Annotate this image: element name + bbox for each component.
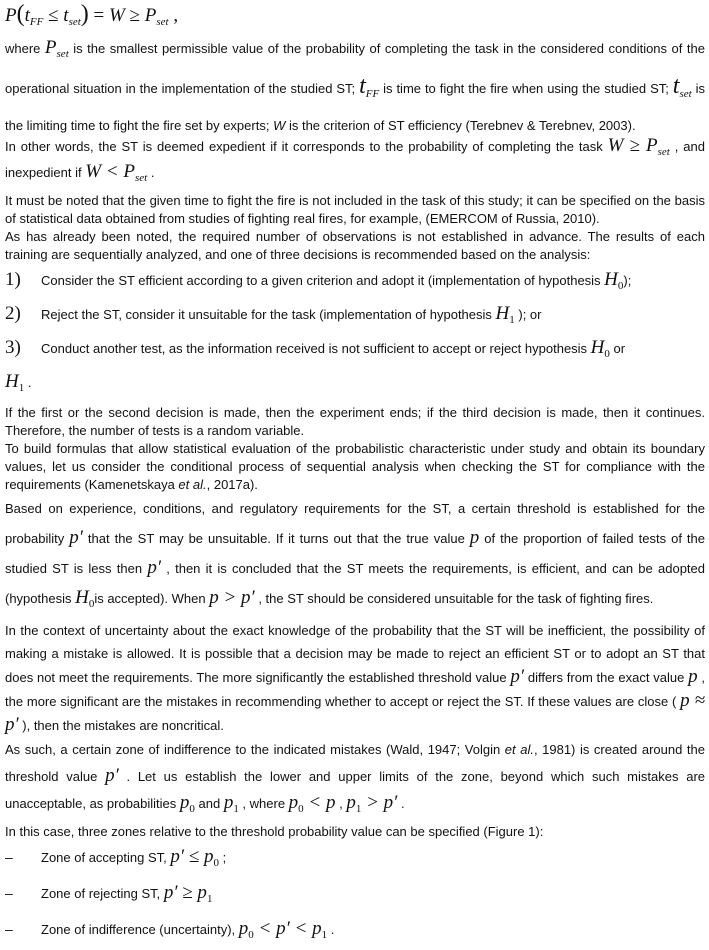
paragraph-uncertainty <box>5 619 705 737</box>
math-p: p <box>346 792 356 813</box>
eq-Pset: P <box>144 5 157 26</box>
math-sub: 1 <box>355 803 362 815</box>
math-sub: 0 <box>189 803 195 815</box>
math-p-prime: p′ <box>510 666 525 687</box>
math-inequality: > p′ <box>361 792 398 813</box>
text: is time to fight the fire when using the studied ST; <box>379 81 673 96</box>
eq-Pset-sub: set <box>156 16 169 28</box>
text: . <box>397 796 405 811</box>
text: where <box>5 41 45 56</box>
eq-close: ) <box>80 1 89 27</box>
eq-W: W <box>109 5 125 26</box>
list-item <box>5 300 705 334</box>
math-p: p <box>688 666 698 687</box>
math-approx: p ≈ p′ <box>5 690 706 735</box>
math-p-prime: p′ <box>147 557 161 578</box>
paragraph-threshold <box>5 494 705 619</box>
eq-tset-sub: set <box>68 16 81 28</box>
math-H: H <box>495 303 510 324</box>
paragraph-indifference <box>5 737 705 822</box>
text: Conduct another test, as the information received is not sufficient to accept or reject hypothesis <box>41 341 591 356</box>
math-t: t <box>672 73 680 99</box>
math-sub: 1 <box>509 314 515 326</box>
math-p-prime: p′ <box>105 765 119 786</box>
eq-le: ≤ <box>43 5 64 26</box>
text: Zone of rejecting ST, <box>41 886 164 901</box>
paragraph-formulas <box>5 440 705 494</box>
text: Zone of accepting ST, <box>41 850 171 865</box>
dash-bullet: – <box>5 885 13 901</box>
text: . <box>24 375 32 390</box>
list-item <box>5 878 705 914</box>
paragraph-random-variable: If the first or the second decision is made, then the experiment ends; if the third decision is made, then it continues. Therefore, the number of tests is a random variable. <box>5 405 705 438</box>
zones-list <box>5 842 705 950</box>
math-p: p <box>288 792 299 813</box>
list-item <box>5 266 705 300</box>
text: Consider the ST efficient according to a given criterion and adopt it (implementation of hypothesis <box>41 273 605 288</box>
text: Based on experience, conditions, and regulatory requirements for the ST, a certain threshold is established for the probability <box>5 501 705 546</box>
math-W: W <box>273 118 286 133</box>
math-H: H <box>75 587 89 608</box>
text: ); <box>623 273 632 288</box>
list-item <box>5 334 705 402</box>
math-sub: 0 <box>298 803 304 815</box>
text: In other words, the ST is deemed expedient if it corresponds to the probability of completing the task <box>5 139 608 154</box>
math-sub: set <box>679 88 692 100</box>
eq-t-sub: FF <box>29 16 44 28</box>
math-H: H <box>604 269 618 290</box>
eq-trail: , <box>168 5 179 26</box>
paragraph-zones-intro: In this case, three zones relative to the threshold probability value can be specified (Figure 1): <box>5 824 544 839</box>
list-item <box>5 914 705 950</box>
math-sub: 1 <box>18 382 25 394</box>
math-p-prime: p′ <box>69 527 83 548</box>
math-p: p <box>179 792 190 813</box>
eq-open: ( <box>16 1 25 27</box>
text: and <box>194 796 224 811</box>
eq-t: t <box>24 5 30 26</box>
math-inequality: < p <box>303 792 336 813</box>
math-W-lt: W < P <box>85 161 135 182</box>
text-italic: et al. <box>504 742 534 757</box>
math-sub: 0 <box>213 857 219 869</box>
paper-page <box>5 0 705 950</box>
text: , where <box>238 796 289 811</box>
math-sub: 0 <box>88 598 95 610</box>
math-sub: 0 <box>617 280 624 292</box>
math-t: t <box>359 73 366 99</box>
math-sub: set <box>56 48 69 60</box>
text: , then it is concluded that the ST meets the requirements, is efficient, and can be adopted (hypothesis <box>5 561 705 606</box>
eq-eq: = <box>88 5 110 26</box>
math-inequality: p > p′ <box>209 587 255 608</box>
list-item <box>5 842 705 878</box>
text: . <box>147 165 155 180</box>
text-italic: et al. <box>178 477 207 492</box>
text: In the context of uncertainty about the exact knowledge of the probability that the ST will be inefficient, the possibility of making a mistake is allowed. It is possible that a decision may be made to reject an efficient ST or to adopt an ST that does not meet the requirements. The more significantly the established threshold value <box>5 623 705 685</box>
text: , 2017a). <box>206 477 258 492</box>
math-sub: set <box>657 146 670 158</box>
text: Zone of indifference (uncertainty), <box>41 922 239 937</box>
equation-efficiency <box>5 0 705 30</box>
math-inequality: < p′ < p <box>253 918 322 939</box>
dash-bullet: – <box>5 849 13 865</box>
math-sub: 1 <box>206 893 213 905</box>
math-sub: 0 <box>248 929 254 941</box>
math-W-ge: W ≥ P <box>607 135 658 156</box>
text: , and inexpedient if <box>5 139 705 180</box>
text: , the more significant are the mistakes in recommending whether to accept or reject the ST. If these values are close ( <box>5 670 705 709</box>
math-sub: 1 <box>321 929 328 941</box>
paragraph-definitions <box>5 32 705 142</box>
text: that the ST may be unsuitable. If it turns out that the true value <box>82 531 470 546</box>
text: As such, a certain zone of indifference to the indicated mistakes (Wald, 1947; Volgin <box>5 742 505 757</box>
list-number: 1) <box>5 269 21 290</box>
text: , 1981) is created around the threshold value <box>5 742 705 784</box>
math-H: H <box>590 337 605 358</box>
math-P: P <box>44 37 57 58</box>
text: ; <box>218 850 227 865</box>
text: of the proportion of failed tests of the studied ST is less then <box>5 531 705 576</box>
text: ); or <box>514 307 542 322</box>
text: , <box>335 796 347 811</box>
math-p: p <box>223 792 234 813</box>
text: or <box>609 341 626 356</box>
math-sub: set <box>135 172 148 184</box>
math-inequality: p′ ≥ p <box>163 882 207 903</box>
text: is the smallest permissible value of the probability of completing the task in the considered conditions of the operational situation in the implementation of the studied ST; <box>5 41 705 96</box>
math-sub: FF <box>365 88 380 100</box>
math-p: p <box>238 918 249 939</box>
text: ), then the mistakes are noncritical. <box>18 718 224 733</box>
text: To build formulas that allow statistical evaluation of the probabilistic characteristic under study and obtain its boundary values, let us consider the conditional process of sequential analysis when checking the ST for compliance with the requirements (Kamenetskaya <box>5 441 705 492</box>
math-sub: 1 <box>233 803 239 815</box>
paragraph-observations: As has already been noted, the required number of observations is not established in advance. The results of each training are sequentially analyzed, and one of three decisions is recommended based on the analysis: <box>5 229 705 262</box>
paragraph-expedient <box>5 136 705 188</box>
list-number: 2) <box>5 303 21 324</box>
math-p: p <box>469 527 480 548</box>
math-inequality: p′ ≤ p <box>170 846 214 867</box>
text: , the ST should be considered unsuitable for the task of fighting fires. <box>254 591 654 606</box>
text: is the limiting time to fight the fire set by experts; <box>5 81 706 133</box>
text: is the criterion of ST efficiency (Terebnev & Terebnev, 2003). <box>285 118 636 133</box>
eq-tset: t <box>63 5 69 26</box>
text: . <box>327 922 335 937</box>
eq-ge: ≥ <box>124 5 145 26</box>
paragraph-note: It must be noted that the given time to fight the fire is not included in the task of this study; it can be specified on the basis of statistical data obtained from studies of fighting real fires, for example, (EMERCOM of Russia, 2010). <box>5 193 705 226</box>
math-H: H <box>5 371 19 392</box>
math-sub: 0 <box>604 348 610 360</box>
dash-bullet: – <box>5 921 13 937</box>
decision-list <box>5 266 705 402</box>
text: . Let us establish the lower and upper limits of the zone, beyond which such mistakes are unacceptable, as probabilities <box>5 769 705 811</box>
text: is accepted). When <box>94 591 210 606</box>
list-number: 3) <box>5 337 21 358</box>
text: differs from the exact value <box>524 670 689 685</box>
eq-P: P <box>5 5 17 26</box>
text: Reject the ST, consider it unsuitable for the task (implementation of hypothesis <box>41 307 496 322</box>
